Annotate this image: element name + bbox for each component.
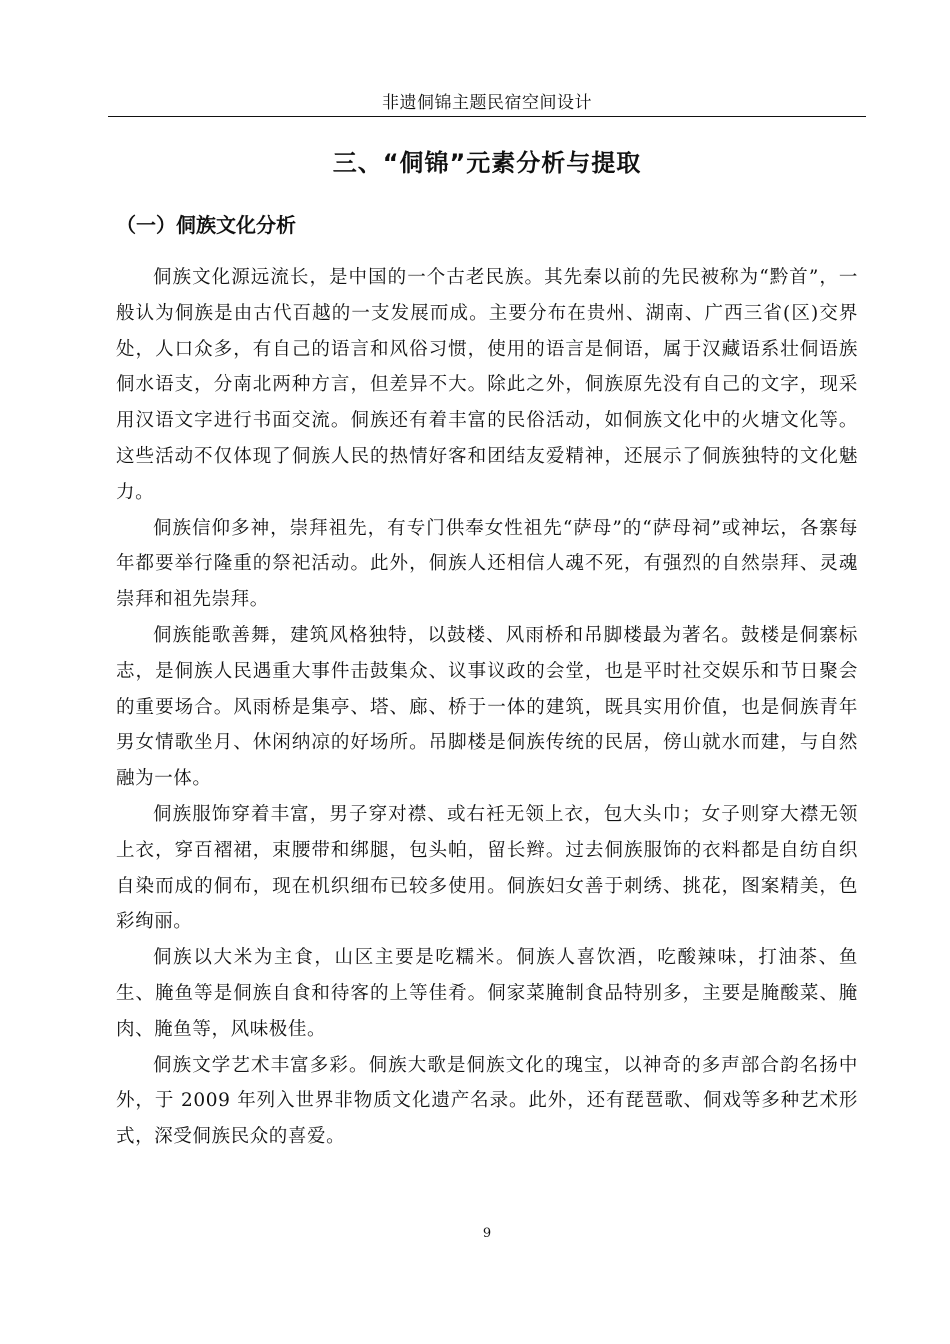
running-header: 非遗侗锦主题民宿空间设计 bbox=[382, 93, 592, 113]
chapter-title: 三、“侗锦”元素分析与提取 bbox=[332, 149, 642, 177]
paragraph-dong-culture-overview: 侗族文化源远流长，是中国的一个古老民族。其先秦以前的先民被称为“黔首”，一般认为侗族是由古代百越的一支发展而成。主要分布在贵州、湖南、广西三省(区)交界处，人口众多，有自己的语言和风俗习惯，使用的语言是侗语，属于汉藏语系壮侗语族侗水语支，分南北两种方言，但差异不大。除此之外，侗族原先没有自己的文字，现采用汉语文字进行书面交流。侗族还有着丰富的民俗活动，如侗族文化中的火塘文化等。这些活动不仅体现了侗族人民的热情好客和团结友爱精神，还展示了侗族独特的文化魅力。 bbox=[116, 267, 858, 503]
section-title: （一）侗族文化分析 bbox=[116, 213, 296, 237]
paragraph-dong-food: 侗族以大米为主食，山区主要是吃糯米。侗族人喜饮酒，吃酸辣味，打油茶、鱼生、腌鱼等是侗族自食和待客的上等佳肴。侗家菜腌制食品特别多，主要是腌酸菜、腌肉、腌鱼等，风味极佳。 bbox=[116, 947, 858, 1040]
paragraph-dong-beliefs: 侗族信仰多神，崇拜祖先，有专门供奉女性祖先“萨母”的“萨母祠”或神坛，各寨每年都要举行隆重的祭祀活动。此外，侗族人还相信人魂不死，有强烈的自然崇拜、灵魂崇拜和祖先崇拜。 bbox=[116, 517, 858, 611]
paragraph-dong-costume: 侗族服饰穿着丰富，男子穿对襟、或右衽无领上衣，包大头巾；女子则穿大襟无领上衣，穿百褶裙，束腰带和绑腿，包头帕，留长辫。过去侗族服饰的衣料都是自纺自织自染而成的侗布，现在机织细布已较多使用。侗族妇女善于刺绣、挑花，图案精美，色彩绚丽。 bbox=[116, 803, 858, 933]
paragraph-dong-architecture: 侗族能歌善舞，建筑风格独特，以鼓楼、风雨桥和吊脚楼最为著名。鼓楼是侗寨标志，是侗族人民遇重大事件击鼓集众、议事议政的会堂，也是平时社交娱乐和节日聚会的重要场合。风雨桥是集亭、塔、廊、桥于一体的建筑，既具实用价值，也是侗族青年男女情歌坐月、休闲纳凉的好场所。吊脚楼是侗族传统的民居，傍山就水而建，与自然融为一体。 bbox=[116, 624, 858, 790]
page-number: 9 bbox=[482, 1226, 492, 1241]
body-text bbox=[116, 260, 858, 1155]
header-rule bbox=[108, 116, 866, 117]
paragraph-dong-arts: 侗族文学艺术丰富多彩。侗族大歌是侗族文化的瑰宝，以神奇的多声部合韵名扬中外，于 2009 年列入世界非物质文化遗产名录。此外，还有琵琶歌、侗戏等多种艺术形式，深受侗族民众的喜爱。 bbox=[116, 1054, 858, 1148]
